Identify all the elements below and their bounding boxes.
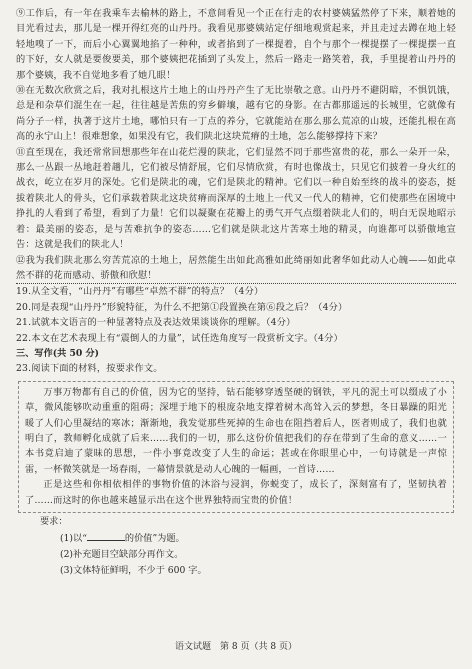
requirement-3: (3)文体特征鲜明，不少于 600 字。	[60, 565, 207, 576]
requirement-1-suffix: 的价值”为题。	[124, 533, 185, 544]
paragraph-11: ⑪直至现在，我还常常回想那些年在山花烂漫的陕北，它们显然不同于那些富贵的花，那么一朵开一朵，那么一丛跟一丛地赶着趟儿，它们被尽情舒展，它们尽情欣赏，有时也像战士，只见它们披着一身火红的战衣，屹立在岁月的深处。它们是陕北的魂，它们是陕北的精神。它们以一种自始至终的战斗的姿态，挺拔着陕北人的骨头，它们承载着陕北这块贫瘠而深厚的土地上一代又一代人的精神，它们使那些在困境中挣扎的人看到了希望，看到了力量！它们以凝聚在花瓣上的勇气开气点缀着陕北人们的，明白无误地昭示着：最美丽的姿态，是与苦难抗争的姿态……它们就是陕北这片苦寒土地的精灵，向谁都可以骄傲地宣告：这就是我们的陕北人！	[16, 146, 456, 251]
requirement-1	[60, 531, 456, 547]
question-19: 19.从全文看，“山丹丹”有哪些“卓然不群”的特点？（4分）	[16, 286, 264, 298]
requirement-2: (2)补充题目空缺部分再作文。	[60, 549, 184, 560]
paragraph-12: ⑫我为我们陕北那么穷苦荒凉的土地上，居然能生出如此高雅如此绮丽如此奢华如此动人心魄——如此卓然不群的花而感动、骄傲和欣慰！	[16, 253, 456, 285]
question-21: 21.试就本文语言的一种显著特点及表达效果谈谈你的理解。（4分）	[16, 317, 296, 329]
material-paragraph-2: 正是这些和你相依相伴的事物价值的沐浴与浸润，你蜕变了，成长了，深刻富有了，坚韧执着了……而这时的你也越来越显示出在这个世界独特而宝贵的价值！	[25, 479, 447, 506]
material-box	[18, 381, 454, 513]
page-footer: 语文试题 第 8 页（共 8 页）	[175, 642, 297, 652]
question-23: 23.阅读下面的材料，按要求作文。	[16, 363, 163, 375]
question-22: 22.本文在艺术表现上有“震倒人的力量”，试任选角度写一段赏析文字。（4分）	[16, 332, 343, 344]
paragraph-9: ⑨工作后，有一年在我乘车去榆林的路上，不意间看见一个正在行走的农村婆姨猛然停了下来，顺着她的目光看过去，那儿是一棵开得红亮的山丹丹。我看见那婆姨站定仔细地观赏起来，并且走过去蹲在地上轻轻地嗅了一下，而后小心翼翼地掐了一种种，或者掐到了一棵提着，自个与那个一棵提摆了一棵提摆一直的下好，女人就是要俊要美，那个婆姨把花插到了头发上，然后一路走一路笑着，我，手里提着山丹丹的那个婆姨，我不自觉地多看了她几眼！	[16, 8, 456, 81]
requirements-intro: 要求：	[40, 516, 68, 527]
material-paragraph-1: 万事万物都有自己的价值，因为它的坚持，钻石能够穿透坚硬的钢铁，平凡的泥土可以缀成了小草，微风能够吹动重重的阻碍；深埋于地下的根庞杂地支撑着树木高耸入云的梦想，冬日暴躁的阳光暖了人们心里凝结的寒冰；渐渐地，我发觉那些死掉的生命也在阻挡着后人，医者则成了，我们也就明白了，教师孵化成就了后来……我们的一切，那么这份价值把我们的存在带到了生命的意义……一本书竟启迪了蒙昧的思想，一件小事竟改变了人生的命运；甚或在你眼里心中，一句诗就是一声惊雷，一杯微笑就是一场春雨，一幕情景就是动人心魄的一幅画，一首诗……	[25, 386, 447, 475]
question-20: 20.同是表现“山丹丹”形貌特征，为什么不把第①段置换在第⑥段之后？（4分）	[16, 301, 348, 313]
material-text	[18, 381, 454, 513]
title-blank	[87, 531, 125, 541]
requirement-1-prefix: (1)以“	[60, 533, 87, 544]
paragraph-10: ⑩在无数次欣赏之后，我对扎根这片土地上的山丹丹产生了无比崇敬之意。山丹丹不避阴暗，不惧饥饿，总是和杂草们混生在一起，往往越是苦焦的穷乡僻壤，越有它的身影。在古都那遥远的长城里，它就像有尚分子一样，执著于这片土地，哪怕只有一丁点的养分，它就能站在那么那么荒凉的山坡，还能扎根在高高的永宁山上！很难想象，如果没有它，我们陕北这块荒瘠的土地，怎么能够撑持下来？	[16, 85, 456, 143]
section-title-writing: 三、写作(共 50 分)	[16, 347, 100, 359]
